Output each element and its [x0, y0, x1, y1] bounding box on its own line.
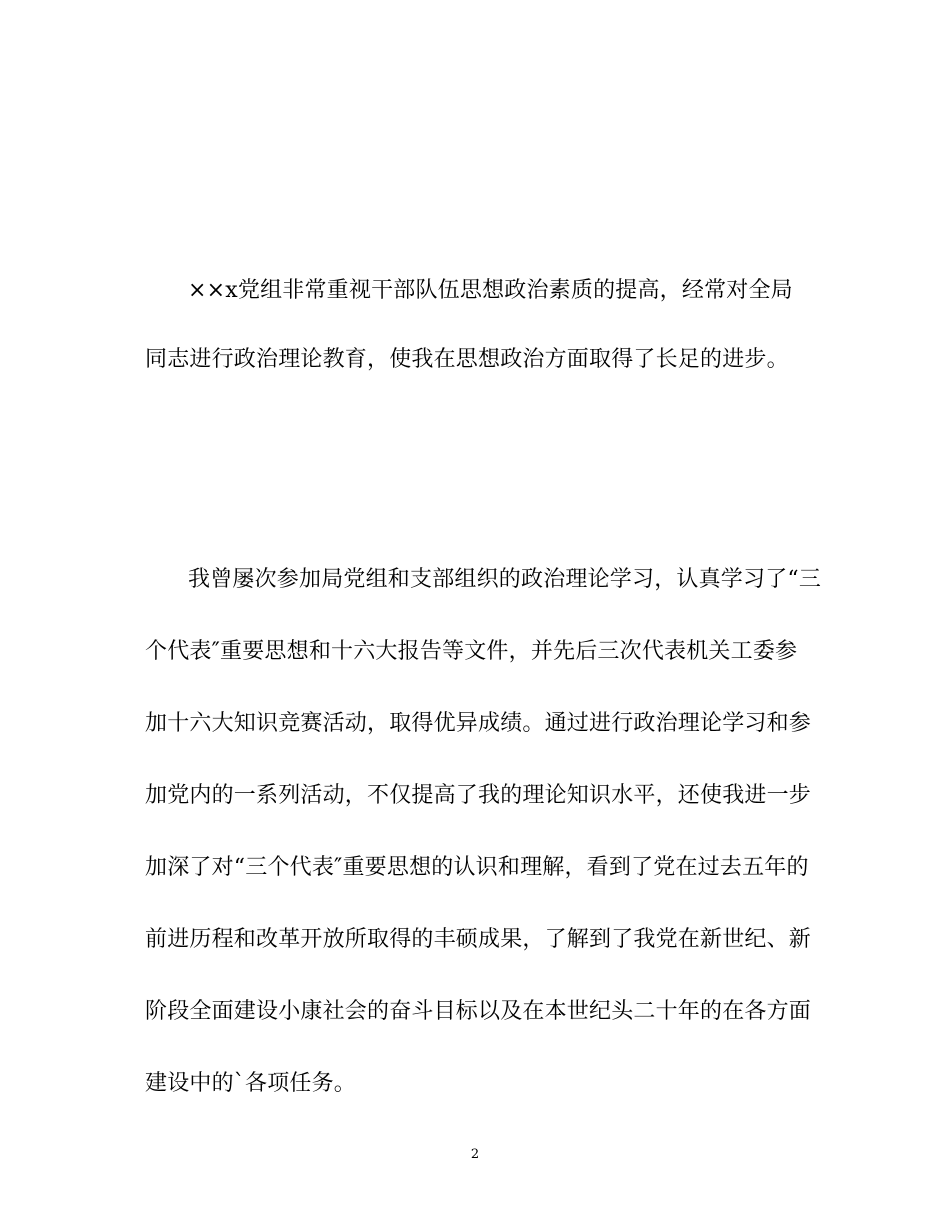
paragraph-line: 前进历程和改革开放所取得的丰硕成果，了解到了我党在新世纪、新 — [145, 927, 812, 952]
paragraph-line: 阶段全面建设小康社会的奋斗目标以及在本世纪头二十年的在各方面 — [145, 999, 812, 1024]
page-number: 2 — [470, 1147, 480, 1162]
paragraph-line: 建设中的`各项任务。 — [145, 1071, 357, 1096]
paragraph-line: 我曾屡次参加局党组和支部组织的政治理论学习，认真学习了“三 — [188, 567, 822, 592]
paragraph-line: 加十六大知识竞赛活动，取得优异成绩。通过进行政治理论学习和参 — [145, 711, 812, 736]
paragraph-line: 同志进行政治理论教育，使我在思想政治方面取得了长足的进步。 — [145, 347, 789, 372]
paragraph-line: 加党内的一系列活动，不仅提高了我的理论知识水平，还使我进一步 — [145, 783, 812, 808]
paragraph-line: 加深了对“三个代表″重要思想的认识和理解，看到了党在过去五年的 — [145, 855, 809, 880]
paragraph-line: ××x党组非常重视干部队伍思想政治素质的提高，经常对全局 — [188, 278, 793, 303]
paragraph-line: 个代表″重要思想和十六大报告等文件，并先后三次代表机关工委参 — [145, 639, 798, 664]
